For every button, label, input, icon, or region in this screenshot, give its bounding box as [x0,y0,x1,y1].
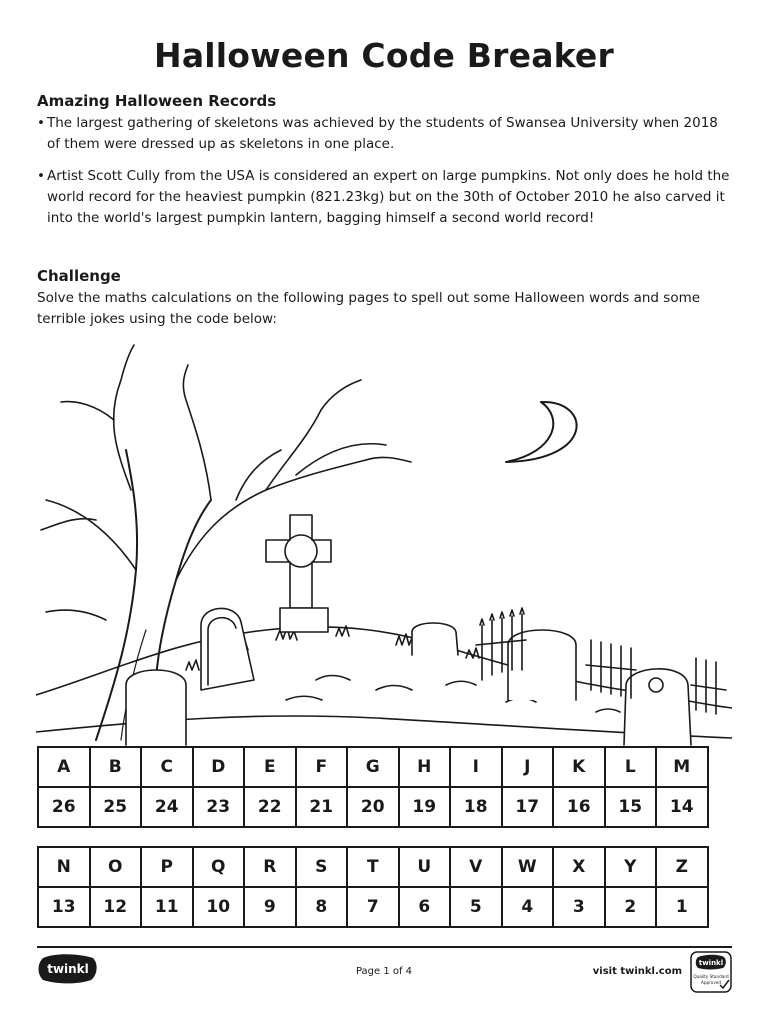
number-cell: 9 [244,887,296,927]
bullet-icon: • [37,168,45,184]
letter-cell: Y [605,847,657,887]
letter-cell: X [553,847,605,887]
letter-cell: U [399,847,451,887]
letter-cell: P [141,847,193,887]
number-cell: 21 [296,787,348,827]
number-cell: 22 [244,787,296,827]
quality-badge-icon [690,951,732,993]
graveyard-illustration [36,340,732,748]
code-table-a-m [37,746,709,828]
number-cell: 26 [38,787,90,827]
letter-cell: O [90,847,142,887]
code-table-n-z [37,846,709,928]
page-number: Page 1 of 4 [355,966,413,977]
number-cell: 3 [553,887,605,927]
letter-cell: M [656,747,708,787]
numbers-row [38,787,708,827]
number-cell: 12 [90,887,142,927]
letter-cell: G [347,747,399,787]
records-heading: Amazing Halloween Records [37,92,277,110]
number-cell: 20 [347,787,399,827]
badge-text-2: Approved [700,980,722,985]
number-cell: 25 [90,787,142,827]
challenge-heading: Challenge [37,267,121,285]
number-cell: 14 [656,787,708,827]
badge-text-1: Quality Standard [693,974,729,979]
logo-text: twinkl [47,962,89,976]
number-cell: 6 [399,887,451,927]
letter-cell: C [141,747,193,787]
letter-cell: T [347,847,399,887]
number-cell: 23 [193,787,245,827]
page-title: Halloween Code Breaker [154,36,614,75]
number-cell: 24 [141,787,193,827]
letter-cell: B [90,747,142,787]
number-cell: 4 [502,887,554,927]
number-cell: 18 [450,787,502,827]
letter-cell: F [296,747,348,787]
letter-cell: D [193,747,245,787]
letter-cell: J [502,747,554,787]
letters-row [38,747,708,787]
badge-logo-text: twinkl [698,959,724,967]
letter-cell: A [38,747,90,787]
number-cell: 2 [605,887,657,927]
record-item-pumpkin [37,166,732,229]
visit-link[interactable]: visit twinkl.com [592,966,682,977]
celtic-cross-gravestone-icon [266,515,331,632]
number-cell: 17 [502,787,554,827]
letter-cell: H [399,747,451,787]
number-cell: 1 [656,887,708,927]
record-text: The largest gathering of skeletons was achieved by the students of Swansea University when 2018 of them were dressed up as skeletons in one place. [47,115,718,152]
number-cell: 16 [553,787,605,827]
letter-cell: N [38,847,90,887]
letter-cell: Q [193,847,245,887]
number-cell: 19 [399,787,451,827]
letter-cell: K [553,747,605,787]
numbers-row [38,887,708,927]
number-cell: 10 [193,887,245,927]
letter-cell: S [296,847,348,887]
number-cell: 15 [605,787,657,827]
bullet-icon: • [37,115,45,131]
number-cell: 8 [296,887,348,927]
record-item-skeletons [37,113,732,155]
number-cell: 11 [141,887,193,927]
letter-cell: I [450,747,502,787]
letter-cell: L [605,747,657,787]
number-cell: 7 [347,887,399,927]
number-cell: 5 [450,887,502,927]
crescent-moon-icon [506,402,577,462]
gravestones-icon [126,608,691,745]
letter-cell: R [244,847,296,887]
letters-row [38,847,708,887]
letter-cell: E [244,747,296,787]
letter-cell: V [450,847,502,887]
challenge-text: Solve the maths calculations on the following pages to spell out some Halloween words and some terrible jokes using the code below: [37,290,701,327]
record-text: Artist Scott Cully from the USA is considered an expert on large pumpkins. Not only does he hold the world record for the heaviest pumpkin (821.23kg) but on the 30th of October 2010 he also carved it into the world's largest pumpkin lantern, bagging himself a second world record! [47,168,730,226]
number-cell: 13 [38,887,90,927]
letter-cell: W [502,847,554,887]
footer-divider [37,946,732,948]
letter-cell: Z [656,847,708,887]
